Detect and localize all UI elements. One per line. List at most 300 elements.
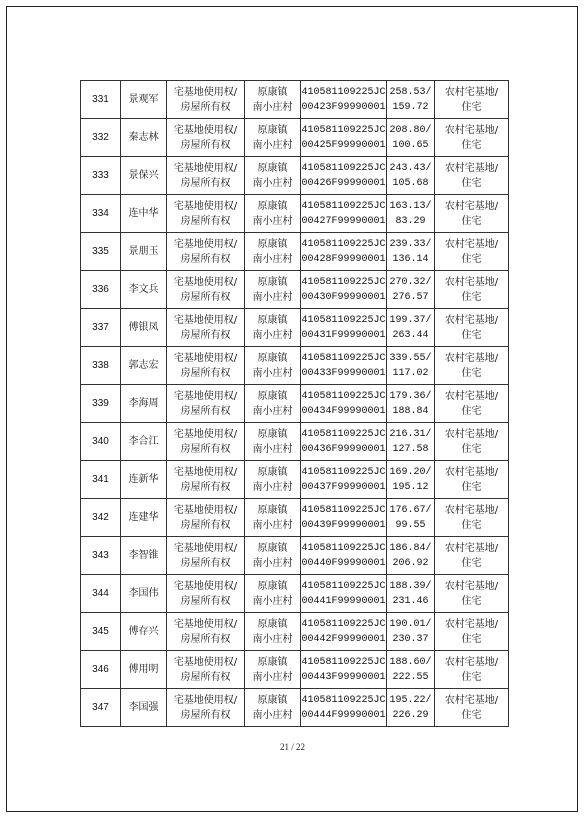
area-text: 258.53/ [389,86,432,98]
land-use-cell [435,689,509,727]
area-cell [387,385,435,423]
location-text: 南小庄村 [252,329,293,341]
location-cell [245,195,301,233]
area-text: 195.12 [392,481,429,493]
right-type-text: 宅基地使用权/ [173,618,238,630]
location-text: 南小庄村 [252,633,293,645]
land-use-text: 住宅 [461,329,482,341]
unit-code-cell [301,423,387,461]
area-text: 243.43/ [389,162,432,174]
right-type-cell [167,575,245,613]
right-type-text: 宅基地使用权/ [173,352,238,364]
right-type-text: 宅基地使用权/ [173,200,238,212]
area-text: 195.22/ [389,694,432,706]
land-use-text: 农村宅基地/ [444,656,499,668]
area-text: 222.55 [392,671,429,683]
location-cell [245,81,301,119]
area-text: 169.20/ [389,466,432,478]
location-text: 南小庄村 [252,443,293,455]
unit-code-text: 410581109225JC [301,694,386,706]
land-use-text: 住宅 [461,405,482,417]
table-row [81,689,509,727]
row-number-text: 331 [92,94,109,105]
right-type-cell [167,537,245,575]
area-text: 231.46 [392,595,429,607]
row-number-cell [81,385,121,423]
right-type-text: 房屋所有权 [180,405,231,417]
unit-code-text: 410581109225JC [301,390,386,402]
unit-code-text: 00430F99990001 [301,291,386,303]
land-use-text: 农村宅基地/ [444,504,499,516]
area-cell [387,309,435,347]
right-type-cell [167,347,245,385]
right-type-cell [167,195,245,233]
right-type-text: 房屋所有权 [180,329,231,341]
location-cell [245,157,301,195]
right-type-cell [167,461,245,499]
unit-code-text: 00437F99990001 [301,481,386,493]
unit-code-text: 00428F99990001 [301,253,386,265]
location-cell [245,613,301,651]
unit-code-cell [301,575,387,613]
right-type-cell [167,157,245,195]
right-type-cell [167,385,245,423]
unit-code-text: 410581109225JC [301,200,386,212]
owner-name-text: 连中华 [128,208,159,219]
owner-name-text: 李合江 [128,436,159,447]
unit-code-text: 00440F99990001 [301,557,386,569]
land-use-cell [435,651,509,689]
owner-name-text: 李国伟 [128,588,159,599]
owner-name-text: 傅银凤 [128,322,159,333]
table-row [81,157,509,195]
location-cell [245,233,301,271]
location-cell [245,537,301,575]
area-cell [387,195,435,233]
owner-name-cell [121,537,167,575]
owner-name-cell [121,81,167,119]
location-cell [245,347,301,385]
area-text: 105.68 [392,177,429,189]
row-number-cell [81,423,121,461]
owner-name-cell [121,157,167,195]
location-text: 原康镇 [257,580,288,592]
land-use-text: 住宅 [461,215,482,227]
row-number-text: 346 [92,664,109,675]
land-use-text: 住宅 [461,177,482,189]
owner-name-text: 郭志宏 [128,360,159,371]
owner-name-text: 连建华 [128,512,159,523]
location-cell [245,499,301,537]
owner-name-text: 景观军 [128,94,159,105]
right-type-text: 房屋所有权 [180,557,231,569]
location-text: 原康镇 [257,352,288,364]
location-text: 原康镇 [257,276,288,288]
right-type-text: 房屋所有权 [180,253,231,265]
row-number-text: 340 [92,436,109,447]
area-text: 206.92 [392,557,429,569]
land-use-text: 农村宅基地/ [444,200,499,212]
owner-name-cell [121,461,167,499]
land-use-cell [435,271,509,309]
unit-code-text: 410581109225JC [301,162,386,174]
unit-code-text: 410581109225JC [301,276,386,288]
unit-code-cell [301,271,387,309]
location-text: 南小庄村 [252,557,293,569]
right-type-text: 房屋所有权 [180,177,231,189]
owner-name-text: 李文兵 [128,284,159,295]
land-use-cell [435,157,509,195]
land-use-cell [435,613,509,651]
row-number-text: 339 [92,398,109,409]
land-use-cell [435,423,509,461]
area-text: 186.84/ [389,542,432,554]
table-row [81,347,509,385]
unit-code-text: 00425F99990001 [301,139,386,151]
row-number-cell [81,613,121,651]
area-cell [387,157,435,195]
unit-code-cell [301,195,387,233]
owner-name-text: 李海周 [128,398,159,409]
owner-name-cell [121,233,167,271]
area-cell [387,461,435,499]
area-text: 163.13/ [389,200,432,212]
unit-code-text: 00444F99990001 [301,709,386,721]
unit-code-cell [301,499,387,537]
area-text: 263.44 [392,329,429,341]
unit-code-cell [301,347,387,385]
area-text: 239.33/ [389,238,432,250]
right-type-text: 宅基地使用权/ [173,428,238,440]
area-cell [387,499,435,537]
owner-name-cell [121,499,167,537]
land-use-text: 住宅 [461,557,482,569]
right-type-text: 房屋所有权 [180,367,231,379]
land-use-cell [435,119,509,157]
unit-code-text: 410581109225JC [301,352,386,364]
land-use-text: 农村宅基地/ [444,618,499,630]
unit-code-cell [301,157,387,195]
location-text: 原康镇 [257,200,288,212]
area-text: 83.29 [395,215,426,227]
unit-code-text: 410581109225JC [301,504,386,516]
area-text: 99.55 [395,519,426,531]
row-number-text: 343 [92,550,109,561]
area-text: 276.57 [392,291,429,303]
right-type-text: 房屋所有权 [180,671,231,683]
row-number-text: 342 [92,512,109,523]
right-type-text: 宅基地使用权/ [173,504,238,516]
row-number-cell [81,271,121,309]
location-text: 南小庄村 [252,215,293,227]
owner-name-text: 李国强 [128,702,159,713]
row-number-cell [81,157,121,195]
area-cell [387,651,435,689]
right-type-cell [167,271,245,309]
location-cell [245,119,301,157]
row-number-cell [81,461,121,499]
land-use-cell [435,385,509,423]
row-number-cell [81,537,121,575]
owner-name-text: 傅存兴 [128,626,159,637]
row-number-cell [81,575,121,613]
right-type-text: 宅基地使用权/ [173,86,238,98]
location-text: 南小庄村 [252,367,293,379]
unit-code-text: 00436F99990001 [301,443,386,455]
owner-name-text: 景保兴 [128,170,159,181]
unit-code-cell [301,651,387,689]
right-type-text: 房屋所有权 [180,291,231,303]
location-cell [245,651,301,689]
unit-code-text: 410581109225JC [301,124,386,136]
land-use-text: 农村宅基地/ [444,352,499,364]
row-number-text: 344 [92,588,109,599]
table-row [81,271,509,309]
area-text: 339.55/ [389,352,432,364]
land-use-cell [435,347,509,385]
owner-name-cell [121,423,167,461]
location-cell [245,271,301,309]
unit-code-cell [301,119,387,157]
area-text: 176.67/ [389,504,432,516]
row-number-text: 345 [92,626,109,637]
land-use-text: 农村宅基地/ [444,314,499,326]
location-cell [245,309,301,347]
table-row [81,499,509,537]
row-number-cell [81,119,121,157]
unit-code-text: 00439F99990001 [301,519,386,531]
unit-code-text: 00427F99990001 [301,215,386,227]
table-row [81,651,509,689]
table-row [81,537,509,575]
row-number-cell [81,309,121,347]
right-type-text: 宅基地使用权/ [173,276,238,288]
table-row [81,119,509,157]
owner-name-text: 秦志林 [128,132,159,143]
right-type-text: 宅基地使用权/ [173,656,238,668]
owner-name-text: 景朋玉 [128,246,159,257]
location-text: 南小庄村 [252,177,293,189]
unit-code-cell [301,81,387,119]
row-number-text: 337 [92,322,109,333]
table-row [81,195,509,233]
area-cell [387,233,435,271]
right-type-text: 房屋所有权 [180,443,231,455]
row-number-text: 338 [92,360,109,371]
right-type-cell [167,651,245,689]
right-type-text: 房屋所有权 [180,595,231,607]
right-type-text: 宅基地使用权/ [173,238,238,250]
area-cell [387,575,435,613]
area-text: 188.84 [392,405,429,417]
land-use-text: 住宅 [461,101,482,113]
area-text: 100.65 [392,139,429,151]
location-text: 南小庄村 [252,101,293,113]
area-text: 199.37/ [389,314,432,326]
unit-code-text: 00431F99990001 [301,329,386,341]
table-row [81,81,509,119]
row-number-cell [81,347,121,385]
right-type-cell [167,309,245,347]
location-text: 原康镇 [257,428,288,440]
owner-name-cell [121,689,167,727]
unit-code-cell [301,461,387,499]
area-text: 188.39/ [389,580,432,592]
page-number: 21 / 22 [279,742,305,752]
land-use-text: 住宅 [461,519,482,531]
owner-name-cell [121,613,167,651]
location-text: 南小庄村 [252,139,293,151]
land-use-text: 农村宅基地/ [444,542,499,554]
area-cell [387,347,435,385]
land-use-text: 农村宅基地/ [444,86,499,98]
unit-code-text: 410581109225JC [301,428,386,440]
row-number-text: 332 [92,132,109,143]
location-text: 原康镇 [257,618,288,630]
right-type-text: 房屋所有权 [180,481,231,493]
table-body [81,81,509,727]
land-use-text: 农村宅基地/ [444,162,499,174]
land-use-text: 住宅 [461,481,482,493]
table-row [81,575,509,613]
row-number-text: 333 [92,170,109,181]
area-text: 136.14 [392,253,429,265]
location-text: 原康镇 [257,542,288,554]
location-text: 南小庄村 [252,405,293,417]
location-cell [245,575,301,613]
area-text: 226.29 [392,709,429,721]
table-row [81,423,509,461]
unit-code-text: 410581109225JC [301,542,386,554]
area-text: 127.58 [392,443,429,455]
unit-code-text: 410581109225JC [301,656,386,668]
land-use-text: 农村宅基地/ [444,390,499,402]
unit-code-text: 410581109225JC [301,580,386,592]
land-use-cell [435,81,509,119]
area-cell [387,613,435,651]
land-use-text: 农村宅基地/ [444,580,499,592]
right-type-text: 房屋所有权 [180,101,231,113]
unit-code-text: 00441F99990001 [301,595,386,607]
location-text: 南小庄村 [252,671,293,683]
owner-name-text: 李智锥 [128,550,159,561]
owner-name-text: 连新华 [128,474,159,485]
location-cell [245,461,301,499]
location-text: 南小庄村 [252,291,293,303]
row-number-text: 335 [92,246,109,257]
unit-code-cell [301,385,387,423]
unit-code-text: 410581109225JC [301,618,386,630]
right-type-text: 房屋所有权 [180,709,231,721]
land-use-text: 住宅 [461,595,482,607]
land-use-text: 住宅 [461,291,482,303]
location-text: 原康镇 [257,656,288,668]
unit-code-cell [301,689,387,727]
area-text: 216.31/ [389,428,432,440]
area-text: 208.80/ [389,124,432,136]
land-use-text: 住宅 [461,367,482,379]
registration-table [80,80,509,727]
row-number-cell [81,499,121,537]
unit-code-text: 00433F99990001 [301,367,386,379]
location-text: 南小庄村 [252,481,293,493]
owner-name-cell [121,309,167,347]
area-text: 270.32/ [389,276,432,288]
location-text: 南小庄村 [252,519,293,531]
owner-name-text: 傅用明 [128,664,159,675]
location-cell [245,689,301,727]
right-type-text: 宅基地使用权/ [173,694,238,706]
row-number-cell [81,233,121,271]
row-number-cell [81,651,121,689]
right-type-text: 宅基地使用权/ [173,314,238,326]
land-use-cell [435,233,509,271]
right-type-text: 宅基地使用权/ [173,466,238,478]
area-text: 190.01/ [389,618,432,630]
right-type-text: 房屋所有权 [180,139,231,151]
right-type-text: 宅基地使用权/ [173,162,238,174]
land-use-text: 农村宅基地/ [444,466,499,478]
right-type-cell [167,423,245,461]
unit-code-cell [301,613,387,651]
land-use-text: 住宅 [461,443,482,455]
row-number-text: 336 [92,284,109,295]
owner-name-cell [121,575,167,613]
location-text: 原康镇 [257,162,288,174]
right-type-cell [167,81,245,119]
row-number-cell [81,81,121,119]
row-number-cell [81,689,121,727]
land-use-text: 住宅 [461,253,482,265]
area-cell [387,689,435,727]
area-cell [387,537,435,575]
owner-name-cell [121,651,167,689]
unit-code-text: 00426F99990001 [301,177,386,189]
land-use-text: 农村宅基地/ [444,124,499,136]
location-cell [245,385,301,423]
land-use-text: 农村宅基地/ [444,238,499,250]
land-use-cell [435,195,509,233]
location-text: 南小庄村 [252,595,293,607]
land-use-text: 住宅 [461,709,482,721]
unit-code-cell [301,233,387,271]
land-use-text: 农村宅基地/ [444,276,499,288]
right-type-text: 房屋所有权 [180,633,231,645]
owner-name-cell [121,385,167,423]
location-text: 南小庄村 [252,709,293,721]
unit-code-text: 410581109225JC [301,86,386,98]
right-type-cell [167,499,245,537]
unit-code-text: 410581109225JC [301,238,386,250]
row-number-text: 347 [92,702,109,713]
right-type-cell [167,689,245,727]
unit-code-cell [301,309,387,347]
table-row [81,233,509,271]
owner-name-cell [121,119,167,157]
owner-name-cell [121,271,167,309]
land-use-cell [435,499,509,537]
unit-code-text: 00443F99990001 [301,671,386,683]
unit-code-cell [301,537,387,575]
unit-code-text: 410581109225JC [301,466,386,478]
area-text: 188.60/ [389,656,432,668]
land-use-text: 住宅 [461,139,482,151]
land-use-cell [435,575,509,613]
area-text: 159.72 [392,101,429,113]
area-text: 230.37 [392,633,429,645]
right-type-cell [167,233,245,271]
land-use-text: 住宅 [461,633,482,645]
